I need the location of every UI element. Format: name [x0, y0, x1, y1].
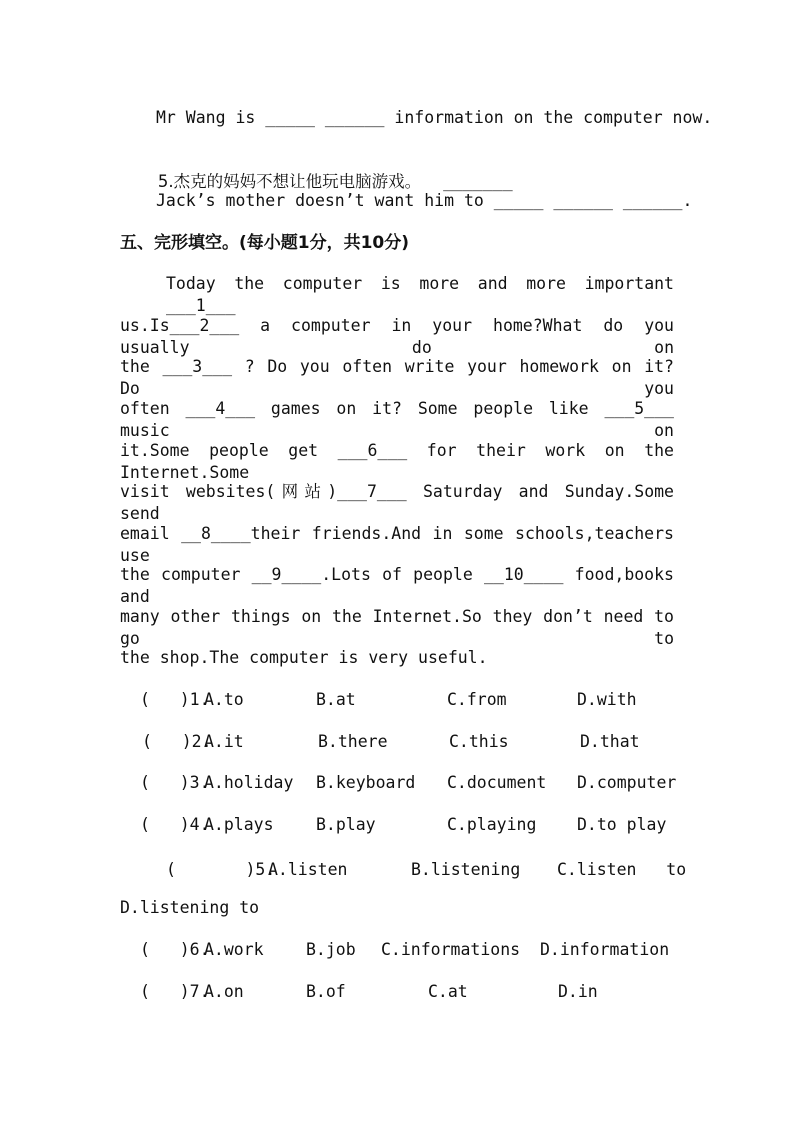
option-c[interactable]: C.playing [447, 815, 537, 834]
option-c[interactable]: C.from [447, 690, 507, 709]
section-heading: 五、完形填空。(每小题1分，共10分) [120, 233, 410, 253]
option-a[interactable]: A.listen [268, 860, 348, 879]
option-d[interactable]: D.that [580, 732, 640, 751]
passage-line: the computer __9____.Lots of people __10____ food,books and [120, 565, 674, 606]
q5-blank[interactable]: _______ [443, 172, 513, 191]
passage-line: the ___3___ ? Do you often write your homework on it? Do you [120, 357, 674, 398]
passage-line: many other things on the Internet.So they don’t need to go to [120, 607, 674, 648]
q5-english-sentence: Jack’s mother doesn’t want him to _____ ______ ______. [156, 191, 693, 210]
passage-line: the shop.The computer is very useful. [120, 648, 488, 667]
option-b[interactable]: B.at [316, 690, 356, 709]
option-c[interactable]: C.listen to [557, 860, 687, 879]
q4-english-sentence: Mr Wang is _____ ______ information on the computer now. [156, 108, 713, 127]
option-b[interactable]: B.listening [411, 860, 521, 879]
option-b[interactable]: B.of [306, 982, 346, 1001]
option-a[interactable]: A.work [204, 940, 264, 959]
answer-bracket[interactable]: ( )3. [140, 773, 210, 792]
option-a[interactable]: A.it [204, 732, 244, 751]
option-c[interactable]: C.this [449, 732, 509, 751]
option-b[interactable]: B.keyboard [316, 773, 416, 792]
option-a[interactable]: A.holiday [204, 773, 294, 792]
q5-chinese-sentence [138, 149, 794, 193]
q5-chinese-text: 5.杰克的妈妈不想让他玩电脑游戏。 [157, 172, 422, 191]
passage-line: email __8____their friends.And in some schools,teachers use [120, 524, 674, 565]
option-c[interactable]: C.document [447, 773, 547, 792]
option-b[interactable]: B.job [306, 940, 356, 959]
option-d[interactable]: D.listening to [120, 898, 260, 917]
answer-bracket[interactable]: ( )6. [140, 940, 210, 959]
passage-line: visit websites(网站)___7___ Saturday and Sunday.Some send [120, 482, 674, 523]
option-d[interactable]: D.in [558, 982, 598, 1001]
answer-bracket[interactable]: ( )2. [142, 732, 212, 751]
passage-line: often ___4___ games on it? Some people like ___5___ music on [120, 399, 674, 440]
option-d[interactable]: D.to play [577, 815, 667, 834]
answer-bracket[interactable]: ( )1. [140, 690, 210, 709]
option-d[interactable]: D.computer [577, 773, 677, 792]
option-a[interactable]: A.on [204, 982, 244, 1001]
option-d[interactable]: D.information [540, 940, 670, 959]
option-b[interactable]: B.play [316, 815, 376, 834]
option-b[interactable]: B.there [318, 732, 388, 751]
passage-line: us.Is___2___ a computer in your home?What do you usually do on [120, 316, 674, 357]
answer-bracket[interactable]: ( )5. [166, 860, 276, 879]
option-a[interactable]: A.plays [204, 815, 274, 834]
answer-bracket[interactable]: ( )4. [140, 815, 210, 834]
answer-bracket[interactable]: ( )7. [140, 982, 210, 1001]
passage-line: it.Some people get ___6___ for their work on the Internet.Some [120, 441, 674, 482]
option-c[interactable]: C.at [428, 982, 468, 1001]
option-a[interactable]: A.to [204, 690, 244, 709]
option-d[interactable]: D.with [577, 690, 637, 709]
option-c[interactable]: C.informations [381, 940, 521, 959]
passage-line: Today the computer is more and more important ___1___ [166, 274, 674, 315]
